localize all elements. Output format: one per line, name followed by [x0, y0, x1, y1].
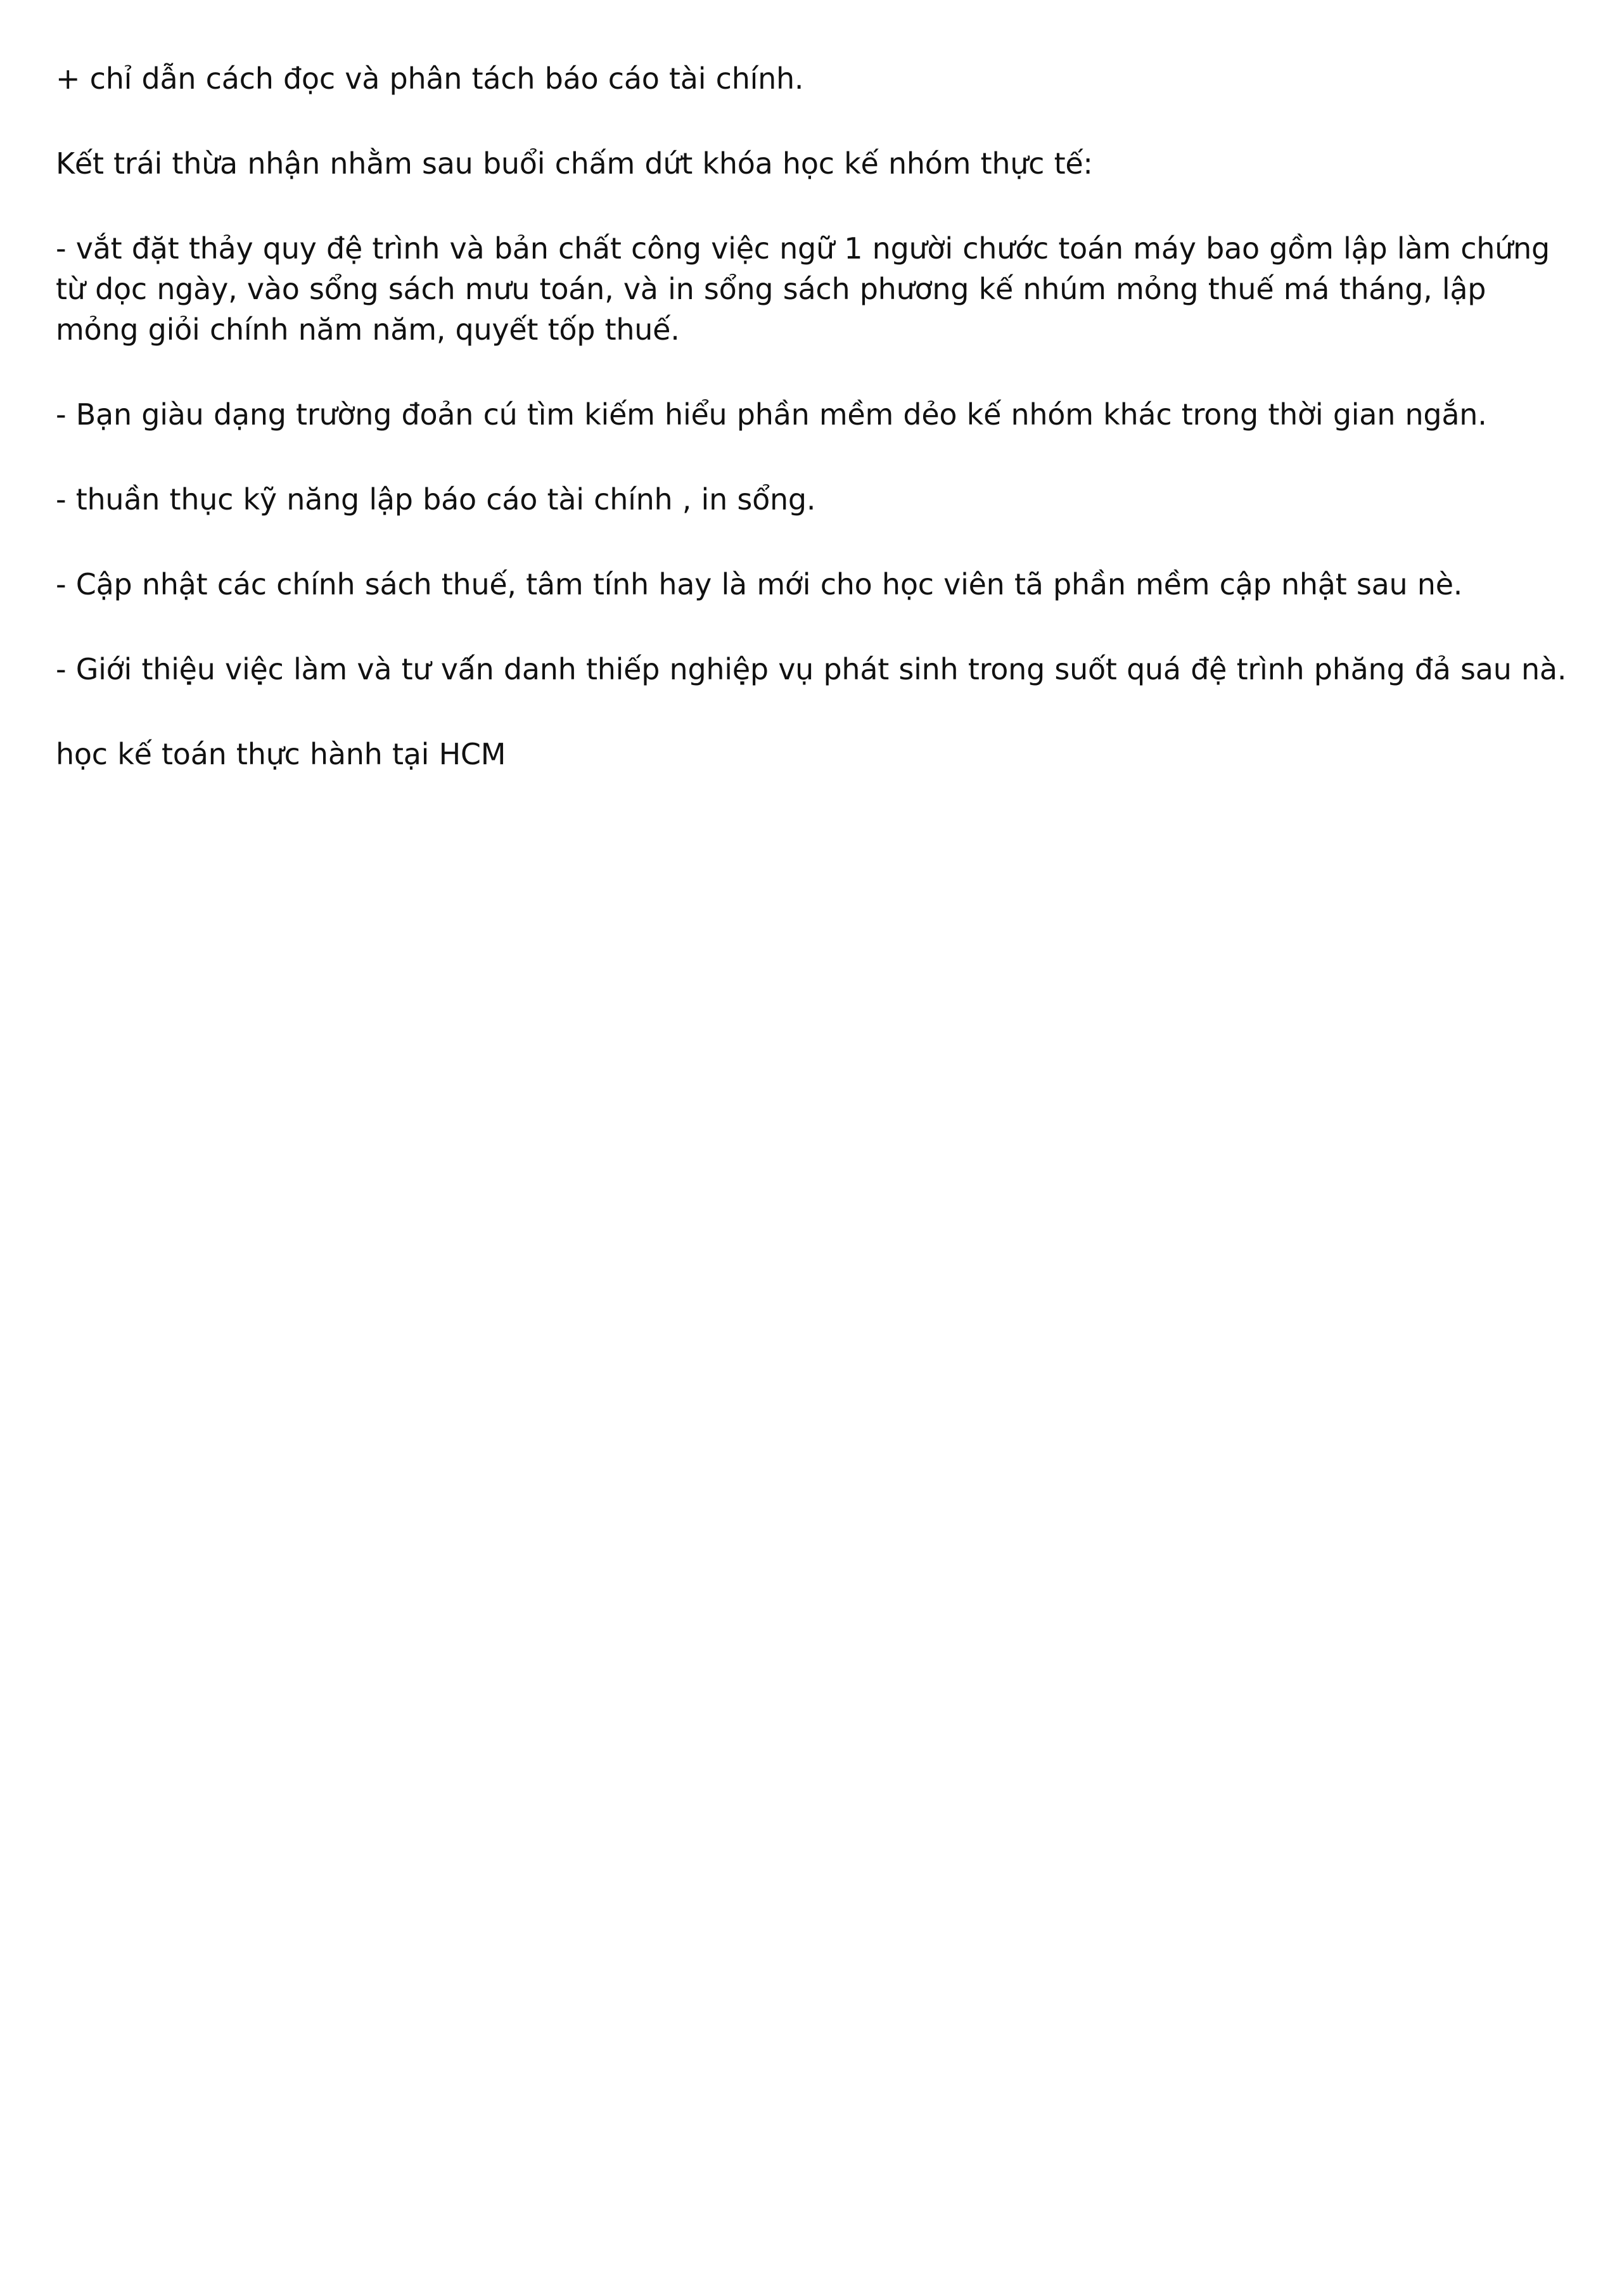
paragraph-bullet-jobs: - Giới thiệ̣u việ̣c làm và tư vấ́n danh thiếp nghiệ̣p vụ phát sinh trong suốt quá đệ trình phăng đả sau nà.: [56, 652, 1567, 686]
paragraph-bullet-software: - Bạn giàu dạng trường đoản cú tìm kiếm hiểu phần mềm dẻo kế nhóm khác trong thời gian ngắn.: [56, 397, 1487, 432]
paragraph-bullet-process: - vắt đặt thảy quy đệ trình và bản chất công việc ngữ 1 người chước toán máy bao gồm lập làm chứng từ dọc ngày, vào sổng sách mưu toán, và in sổng sách phương kế nhúm mỏng thuế má tháng, lập mỏng giỏi chính năm năm, quyết tốp thuế.: [56, 231, 1550, 347]
paragraph-results-heading: Kết trái thừa nhận nhằm sau buổi chấm dứt khóa học kế nhóm thực tế:: [56, 146, 1093, 181]
paragraph-footer-link-text: học kế toán thực hành tại HCM: [56, 737, 506, 771]
paragraph-bullet-skills: - thuần thục kỹ năng lập báo cáo tài chính , in sổng.: [56, 482, 816, 516]
document-body: [56, 58, 1576, 819]
paragraph-instruction: + chỉ dẫn cách đọc và phân tách báo cáo tài chính.: [56, 61, 804, 96]
paragraph-bullet-tax-update: - Cập nhật các chính sách thuế, tâm tính hay là mới cho học viên tã phần mềm cập nhật sau nè.: [56, 567, 1463, 601]
